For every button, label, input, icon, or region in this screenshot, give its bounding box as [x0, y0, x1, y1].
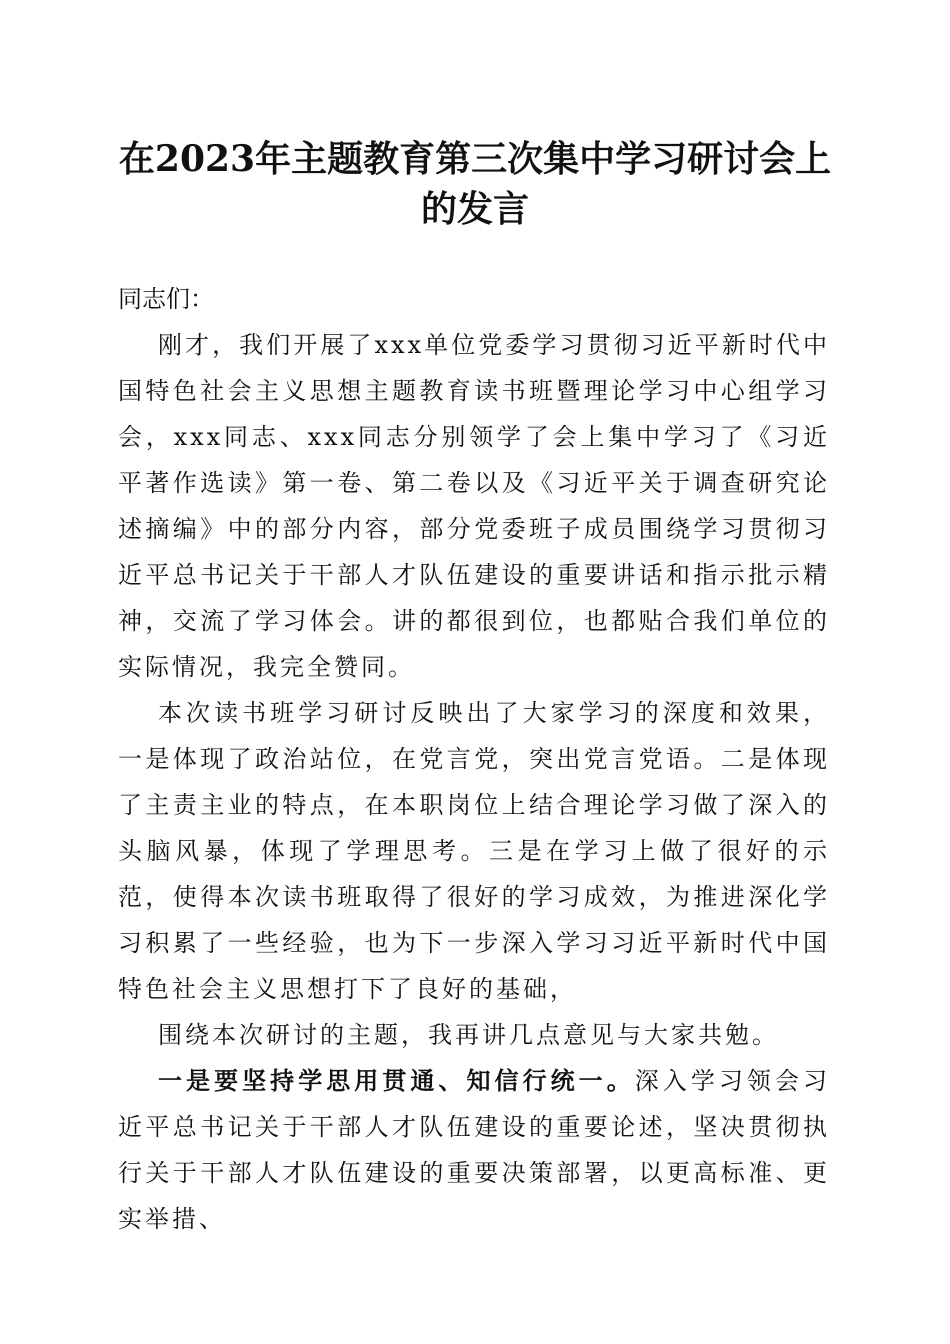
document-body: [118, 276, 830, 1242]
paragraph-4-text: 深入学习领会习近平总书记关于干部人才队伍建设的重要论述，坚决贯彻执行关于干部人才队伍建设的重要决策部署，以更高标准、更实举措、: [118, 1067, 831, 1233]
paragraph-4: [118, 1058, 830, 1242]
title-line-2: 的发言: [420, 188, 529, 230]
title-line-1: 在2023年主题教育第三次集中学习研讨会上: [118, 138, 832, 180]
paragraph-3: 围绕本次研讨的主题，我再讲几点意见与大家共勉。: [158, 1021, 779, 1049]
document-title: [110, 134, 840, 234]
paragraph-1: 刚才，我们开展了xxx单位党委学习贯彻习近平新时代中国特色社会主义思想主题教育读书班暨理论学习中心组学习会，xxx同志、xxx同志分别领学了会上集中学习了《习近平著作选读》第一卷、第二卷以及《习近平关于调查研究论述摘编》中的部分内容，部分党委班子成员围绕学习贯彻习近平总书记关于干部人才队伍建设的重要讲话和指示批示精神，交流了学习体会。讲的都很到位，也都贴合我们单位的实际情况，我完全赞同。: [118, 331, 830, 681]
paragraph-4-lead: 一是要坚持学思用贯通、知信行统一。: [158, 1066, 635, 1095]
paragraph-2: 本次读书班学习研讨反映出了大家学习的深度和效果，一是体现了政治站位，在党言党，突出党言党语。二是体现了主责主业的特点，在本职岗位上结合理论学习做了深入的头脑风暴，体现了学理思考。三是在学习上做了很好的示范，使得本次读书班取得了很好的学习成效，为推进深化学习积累了一些经验，也为下一步深入学习习近平新时代中国特色社会主义思想打下了良好的基础，: [118, 699, 830, 1003]
salutation: 同志们：: [118, 285, 214, 313]
